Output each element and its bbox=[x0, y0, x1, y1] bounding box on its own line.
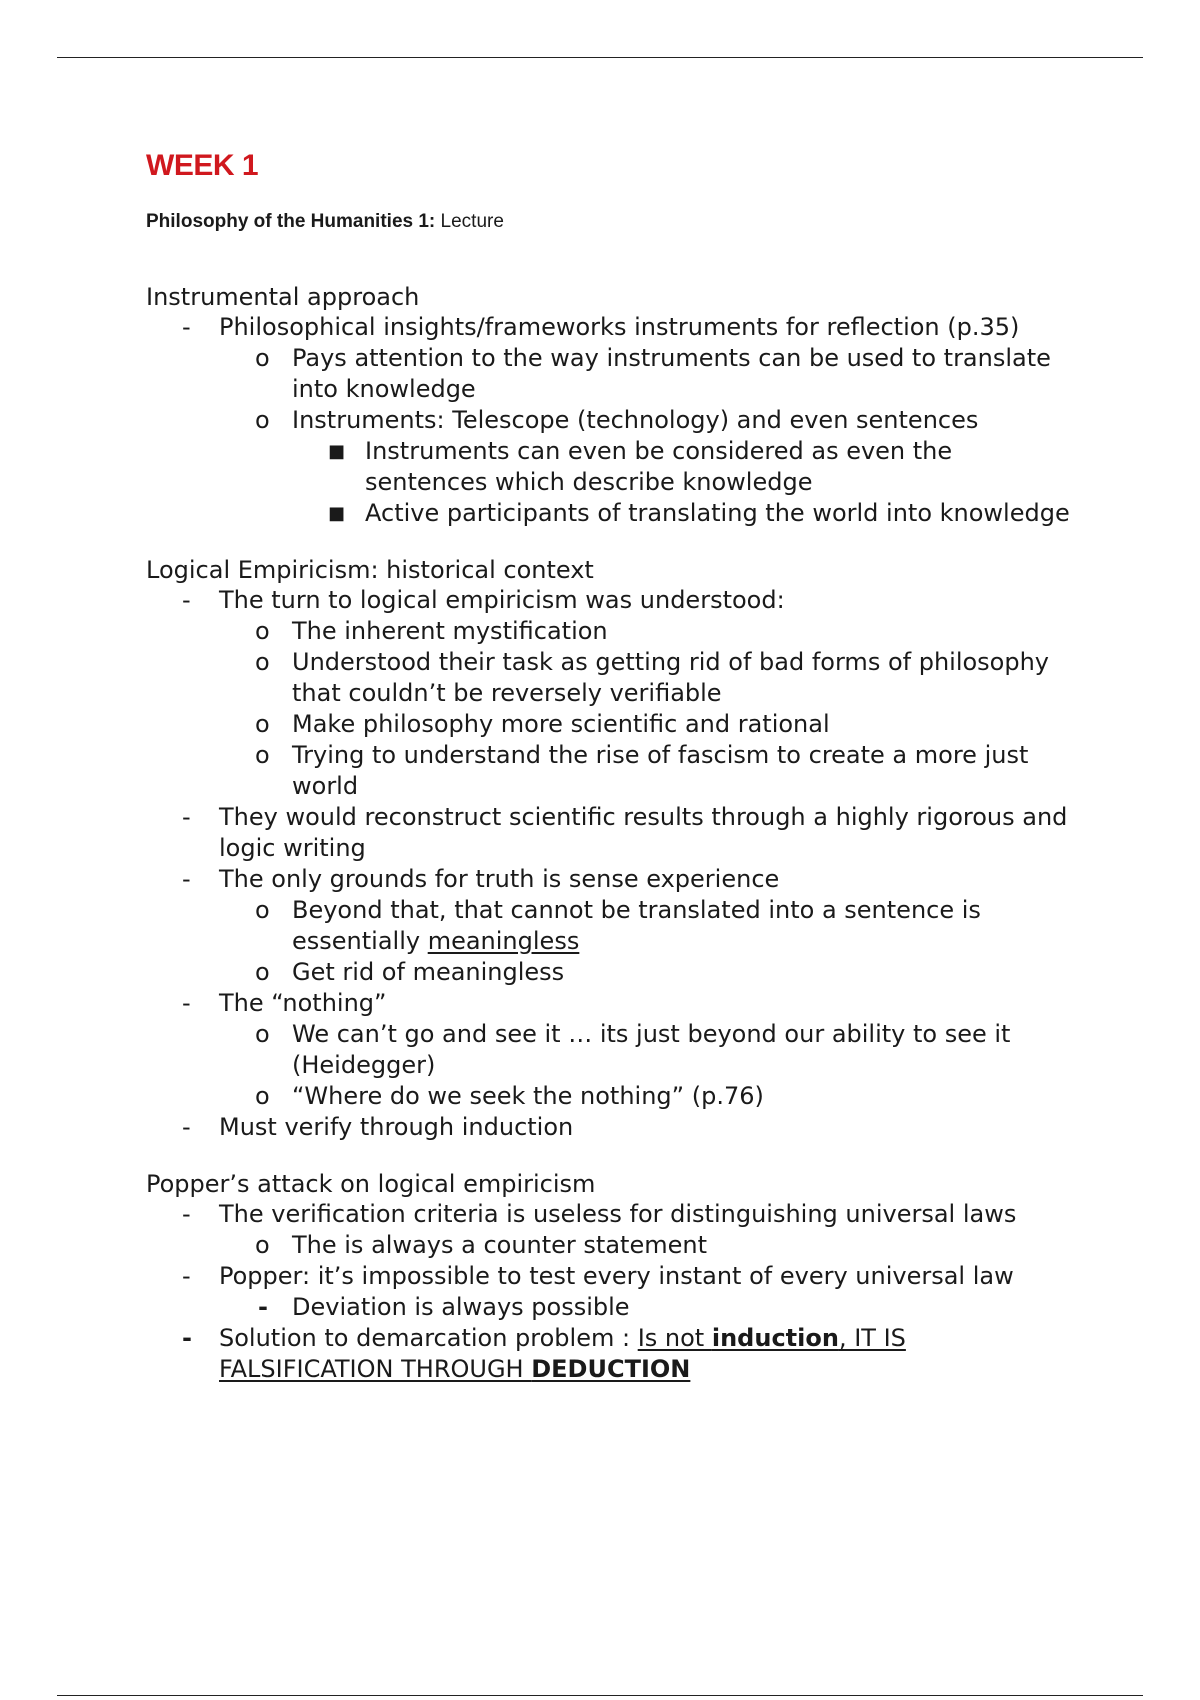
underlined-conclusion: Is not induction, IT IS FALSIFICATION THROUGH DEDUCTION bbox=[219, 1324, 906, 1383]
list-item: - The only grounds for truth is sense experience o Beyond that, that cannot be translated into a sentence is essentially meaningless o Get rid of meaningless bbox=[146, 864, 1076, 988]
dash-bullet: - bbox=[182, 989, 191, 1017]
section-heading: Logical Empiricism: historical context bbox=[146, 556, 594, 584]
list-item: - The “nothing” o We can’t go and see it … its just beyond our ability to see it (Heidegger) o “Where do we seek the nothing” (p.76) bbox=[146, 988, 1076, 1112]
square-bullet: ■ bbox=[328, 503, 346, 524]
list-item: ■ Active participants of translating the world into knowledge bbox=[328, 499, 1070, 527]
dash-bullet: - bbox=[182, 803, 191, 831]
list-item: o Instruments: Telescope (technology) and even sentences ■ Instruments can even be considered as even the sentences which describe knowledge ■ Active participants of translating the world into knowledge bbox=[146, 405, 1076, 529]
circle-bullet: o bbox=[255, 741, 270, 769]
circle-bullet: o bbox=[255, 344, 270, 372]
list-item: - Popper: it’s impossible to test every instant of every universal law - Deviation is always possible bbox=[146, 1261, 1076, 1323]
list-item: o The is always a counter statement bbox=[255, 1231, 707, 1259]
dash-bullet: - bbox=[182, 1113, 191, 1141]
dash-bullet: - bbox=[182, 865, 191, 893]
list-item: - The verification criteria is useless for distinguishing universal laws o The is always a counter statement bbox=[146, 1199, 1076, 1261]
list-item: - Solution to demarcation problem : Is not induction, IT IS FALSIFICATION THROUGH DEDUCTION bbox=[182, 1324, 906, 1383]
keyword-induction: induction bbox=[711, 1324, 839, 1352]
section-popper-attack bbox=[146, 1169, 1076, 1385]
list-item: - Must verify through induction bbox=[182, 1113, 574, 1141]
week-title: WEEK 1 bbox=[146, 149, 259, 182]
circle-bullet: o bbox=[255, 958, 270, 986]
section-heading: Instrumental approach bbox=[146, 283, 420, 311]
keyword-deduction: DEDUCTION bbox=[531, 1355, 691, 1383]
circle-bullet: o bbox=[255, 406, 270, 434]
section-heading: Popper’s attack on logical empiricism bbox=[146, 1170, 596, 1198]
list-item: ■ Instruments can even be considered as even the sentences which describe knowledge bbox=[328, 437, 953, 496]
session-type: Lecture bbox=[440, 211, 504, 232]
list-item: - The turn to logical empiricism was understood: o The inherent mystification o Understood their task as getting rid of bad forms of philosophy that couldn’t be reversely verifiable o Make philosophy more scientific and rational o Trying to understand the rise of fascism to create a more just world bbox=[146, 585, 1076, 802]
underlined-term: meaningless bbox=[427, 927, 580, 955]
dash-bullet: - bbox=[182, 586, 191, 614]
circle-bullet: o bbox=[255, 1231, 270, 1259]
list-item: o The inherent mystification bbox=[255, 617, 608, 645]
circle-bullet: o bbox=[255, 617, 270, 645]
footer-rule bbox=[57, 1695, 1143, 1696]
dash-bullet: - bbox=[182, 1200, 191, 1228]
square-bullet: ■ bbox=[328, 441, 346, 462]
circle-bullet: o bbox=[255, 710, 270, 738]
dash-bullet: - bbox=[182, 1324, 192, 1352]
list-item: o Pays attention to the way instruments can be used to translate into knowledge bbox=[255, 344, 1051, 403]
circle-bullet: o bbox=[255, 1082, 270, 1110]
dash-bullet: - bbox=[182, 313, 191, 341]
list-item: o Get rid of meaningless bbox=[255, 958, 565, 986]
dash-bullet: - bbox=[182, 1262, 191, 1290]
list-item: - Deviation is always possible bbox=[258, 1293, 630, 1321]
course-subtitle bbox=[146, 210, 1076, 234]
list-item: o Understood their task as getting rid of bad forms of philosophy that couldn’t be reversely verifiable bbox=[255, 648, 1050, 707]
list-item: - Philosophical insights/frameworks instruments for reflection (p.35) o Pays attention to the way instruments can be used to translate into knowledge o Instruments: Telescope (technology) and even sentences ■ Instruments can even be considered as even the sentences which describe knowledge ■ Active participants of translating the world into knowledge bbox=[146, 312, 1076, 529]
list-item: - They would reconstruct scientific results through a highly rigorous and logic writing bbox=[182, 803, 1068, 862]
list-item: o We can’t go and see it … its just beyond our ability to see it (Heidegger) bbox=[255, 1020, 1011, 1079]
section-logical-empiricism bbox=[146, 555, 1076, 1143]
list-item: o “Where do we seek the nothing” (p.76) bbox=[255, 1082, 764, 1110]
list-item: o Make philosophy more scientific and rational bbox=[255, 710, 830, 738]
section-instrumental-approach bbox=[146, 282, 1076, 529]
course-name: Philosophy of the Humanities 1: bbox=[146, 211, 436, 232]
circle-bullet: o bbox=[255, 896, 270, 924]
header-rule bbox=[57, 57, 1143, 58]
circle-bullet: o bbox=[255, 1020, 270, 1048]
document-page bbox=[146, 148, 1076, 1385]
list-item: o Trying to understand the rise of fascism to create a more just world bbox=[255, 741, 1029, 800]
list-item: o Beyond that, that cannot be translated into a sentence is essentially meaningless bbox=[255, 896, 981, 955]
dash-bullet: - bbox=[258, 1293, 268, 1321]
circle-bullet: o bbox=[255, 648, 270, 676]
